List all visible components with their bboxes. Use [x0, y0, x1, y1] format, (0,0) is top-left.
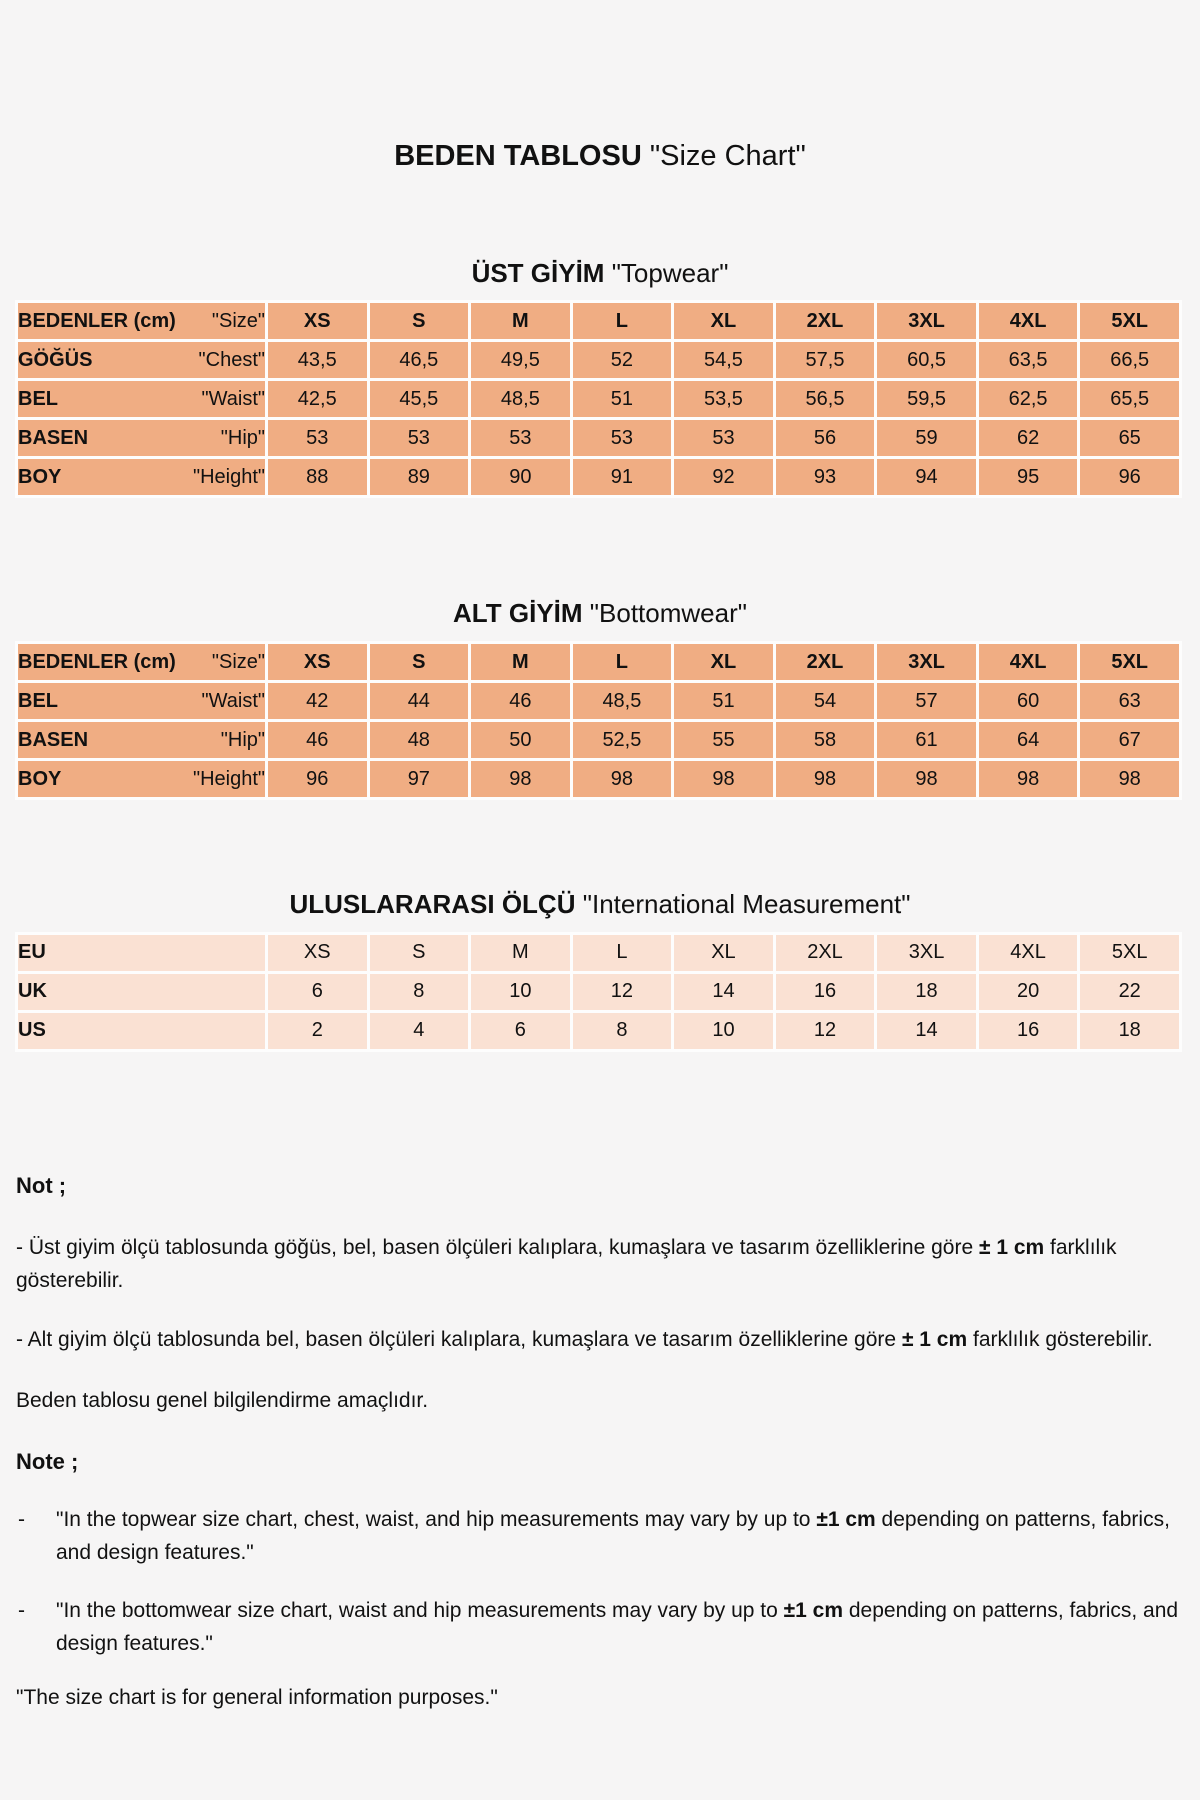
value-cell: 57: [877, 683, 976, 719]
value-cell: 97: [370, 761, 469, 797]
row-label-turkish: GÖĞÜS: [18, 348, 93, 371]
size-header-cell: L: [573, 303, 672, 339]
row-label-cell: [18, 381, 265, 417]
value-cell: 64: [979, 722, 1078, 758]
value-cell: 50: [471, 722, 570, 758]
value-cell: 16: [979, 1013, 1078, 1049]
value-cell: 12: [776, 1013, 875, 1049]
page-title-turkish: BEDEN TABLOSU: [394, 140, 642, 172]
row-label-turkish: BEDENLER (cm): [18, 650, 176, 673]
value-cell: 48,5: [573, 683, 672, 719]
table-row: [18, 722, 1179, 758]
value-cell: 18: [877, 974, 976, 1010]
value-cell: 65: [1080, 420, 1179, 456]
value-cell: 55: [674, 722, 773, 758]
value-cell: L: [573, 935, 672, 971]
row-label-english: "Waist": [201, 387, 265, 410]
bullet-dash: -: [18, 1507, 25, 1531]
value-cell: 5XL: [1080, 935, 1179, 971]
row-label-turkish: UK: [18, 980, 47, 1003]
value-cell: 53: [268, 420, 367, 456]
row-label-turkish: BEDENLER (cm): [18, 309, 176, 332]
value-cell: 56,5: [776, 381, 875, 417]
value-cell: 62,5: [979, 381, 1078, 417]
value-cell: 59,5: [877, 381, 976, 417]
international-size-table: [15, 932, 1182, 1052]
value-cell: 60,5: [877, 342, 976, 378]
size-header-cell: XS: [268, 644, 367, 680]
value-cell: 54,5: [674, 342, 773, 378]
value-cell: 45,5: [370, 381, 469, 417]
row-label-english: "Size": [211, 650, 265, 673]
turkish-note-topwear: - Üst giyim ölçü tablosunda göğüs, bel, basen ölçüleri kalıplara, kumaşlara ve tasarım özelliklerine göre ± 1 cm farklılık gösterebilir.: [16, 1235, 1117, 1292]
value-cell: 98: [877, 761, 976, 797]
value-cell: 89: [370, 459, 469, 495]
value-cell: 43,5: [268, 342, 367, 378]
table-row: [18, 974, 1179, 1010]
size-header-cell: 3XL: [877, 303, 976, 339]
size-header-cell: 3XL: [877, 644, 976, 680]
value-cell: 63,5: [979, 342, 1078, 378]
international-heading-turkish: ULUSLARARASI ÖLÇÜ: [289, 889, 576, 920]
row-label-cell: [18, 644, 265, 680]
page-title: [0, 0, 1200, 173]
value-cell: 8: [370, 974, 469, 1010]
english-general-note: "The size chart is for general information purposes.": [16, 1685, 498, 1709]
row-label-turkish: BEL: [18, 689, 58, 712]
value-cell: 52,5: [573, 722, 672, 758]
value-cell: 14: [877, 1013, 976, 1049]
english-notes-heading: Note ;: [16, 1448, 79, 1474]
value-cell: 59: [877, 420, 976, 456]
value-cell: 52: [573, 342, 672, 378]
row-label-cell: [18, 1013, 265, 1049]
turkish-notes-heading: Not ;: [16, 1172, 67, 1198]
value-cell: XL: [674, 935, 773, 971]
value-cell: 58: [776, 722, 875, 758]
table-header-row: [18, 644, 1179, 680]
row-label-turkish: BOY: [18, 767, 62, 790]
row-label-english: "Height": [192, 767, 265, 790]
row-label-turkish: US: [18, 1019, 46, 1042]
value-cell: 98: [979, 761, 1078, 797]
value-cell: 57,5: [776, 342, 875, 378]
size-header-cell: 4XL: [979, 303, 1078, 339]
size-header-cell: 2XL: [776, 303, 875, 339]
value-cell: 54: [776, 683, 875, 719]
table-header-row: [18, 303, 1179, 339]
value-cell: 2: [268, 1013, 367, 1049]
row-label-english: "Waist": [201, 689, 265, 712]
value-cell: 60: [979, 683, 1078, 719]
bottomwear-heading-english: "Bottomwear": [589, 598, 747, 629]
value-cell: 53: [573, 420, 672, 456]
value-cell: S: [370, 935, 469, 971]
value-cell: 12: [573, 974, 672, 1010]
topwear-heading-turkish: ÜST GİYİM: [471, 257, 605, 288]
value-cell: 8: [573, 1013, 672, 1049]
row-label-turkish: BEL: [18, 387, 58, 410]
row-label-english: "Size": [211, 309, 265, 332]
value-cell: 22: [1080, 974, 1179, 1010]
size-header-cell: 5XL: [1080, 303, 1179, 339]
value-cell: 42: [268, 683, 367, 719]
value-cell: 98: [674, 761, 773, 797]
value-cell: 53: [370, 420, 469, 456]
turkish-general-note: Beden tablosu genel bilgilendirme amaçlıdır.: [16, 1388, 429, 1412]
value-cell: 6: [471, 1013, 570, 1049]
size-header-cell: M: [471, 644, 570, 680]
table-row: [18, 342, 1179, 378]
size-header-cell: M: [471, 303, 570, 339]
value-cell: 48,5: [471, 381, 570, 417]
value-cell: 98: [471, 761, 570, 797]
value-cell: 98: [1080, 761, 1179, 797]
table-row: [18, 459, 1179, 495]
value-cell: 10: [674, 1013, 773, 1049]
row-label-english: "Chest": [198, 348, 265, 371]
table-row: [18, 683, 1179, 719]
row-label-cell: [18, 974, 265, 1010]
row-label-cell: [18, 459, 265, 495]
value-cell: 56: [776, 420, 875, 456]
row-label-english: "Height": [192, 465, 265, 488]
value-cell: 51: [674, 683, 773, 719]
row-label-turkish: BASEN: [18, 728, 89, 751]
value-cell: 53: [674, 420, 773, 456]
value-cell: 46: [268, 722, 367, 758]
value-cell: 96: [268, 761, 367, 797]
value-cell: 53,5: [674, 381, 773, 417]
bottomwear-heading-turkish: ALT GİYİM: [453, 598, 583, 629]
value-cell: 51: [573, 381, 672, 417]
topwear-heading-english: "Topwear": [611, 257, 729, 288]
value-cell: 48: [370, 722, 469, 758]
table-row: [18, 1013, 1179, 1049]
value-cell: 90: [471, 459, 570, 495]
value-cell: 49,5: [471, 342, 570, 378]
size-header-cell: XL: [674, 644, 773, 680]
value-cell: 94: [877, 459, 976, 495]
value-cell: 96: [1080, 459, 1179, 495]
value-cell: 53: [471, 420, 570, 456]
value-cell: XS: [268, 935, 367, 971]
size-header-cell: 5XL: [1080, 644, 1179, 680]
value-cell: 3XL: [877, 935, 976, 971]
value-cell: 16: [776, 974, 875, 1010]
value-cell: 46: [471, 683, 570, 719]
row-label-cell: [18, 683, 265, 719]
value-cell: 92: [674, 459, 773, 495]
size-header-cell: XS: [268, 303, 367, 339]
bottomwear-section-heading: [0, 599, 1200, 628]
row-label-cell: [18, 935, 265, 971]
value-cell: 65,5: [1080, 381, 1179, 417]
row-label-cell: [18, 722, 265, 758]
value-cell: 95: [979, 459, 1078, 495]
value-cell: 67: [1080, 722, 1179, 758]
value-cell: 91: [573, 459, 672, 495]
value-cell: 4XL: [979, 935, 1078, 971]
bottomwear-size-table: [15, 641, 1182, 800]
english-note-topwear: - "In the topwear size chart, chest, waist, and hip measurements may vary by up to ±1 cm depending on patterns, fabrics, and design features.": [16, 1503, 1182, 1569]
table-row: [18, 420, 1179, 456]
value-cell: 2XL: [776, 935, 875, 971]
value-cell: 46,5: [370, 342, 469, 378]
value-cell: 18: [1080, 1013, 1179, 1049]
table-row: [18, 761, 1179, 797]
value-cell: 4: [370, 1013, 469, 1049]
value-cell: 93: [776, 459, 875, 495]
value-cell: 88: [268, 459, 367, 495]
row-label-turkish: EU: [18, 941, 46, 964]
value-cell: 10: [471, 974, 570, 1010]
size-header-cell: S: [370, 303, 469, 339]
value-cell: 98: [776, 761, 875, 797]
value-cell: 62: [979, 420, 1078, 456]
row-label-cell: [18, 420, 265, 456]
topwear-size-table: [15, 300, 1182, 498]
english-note-bottomwear: - "In the bottomwear size chart, waist and hip measurements may vary by up to ±1 cm depending on patterns, fabrics, and design features.": [16, 1594, 1182, 1660]
row-label-turkish: BOY: [18, 465, 62, 488]
international-section-heading: [0, 890, 1200, 919]
table-row: [18, 935, 1179, 971]
topwear-section-heading: [0, 259, 1200, 288]
row-label-english: "Hip": [220, 728, 265, 751]
value-cell: 63: [1080, 683, 1179, 719]
international-heading-english: "International Measurement": [582, 889, 911, 920]
row-label-cell: [18, 303, 265, 339]
page-title-english: "Size Chart": [649, 140, 806, 172]
size-header-cell: XL: [674, 303, 773, 339]
size-header-cell: 4XL: [979, 644, 1078, 680]
row-label-cell: [18, 761, 265, 797]
row-label-english: "Hip": [220, 426, 265, 449]
value-cell: 42,5: [268, 381, 367, 417]
size-header-cell: L: [573, 644, 672, 680]
value-cell: 14: [674, 974, 773, 1010]
row-label-turkish: BASEN: [18, 426, 89, 449]
table-row: [18, 381, 1179, 417]
notes-section: [16, 1169, 1182, 1714]
row-label-cell: [18, 342, 265, 378]
value-cell: 6: [268, 974, 367, 1010]
bullet-dash: -: [18, 1598, 25, 1622]
size-header-cell: 2XL: [776, 644, 875, 680]
value-cell: M: [471, 935, 570, 971]
size-header-cell: S: [370, 644, 469, 680]
value-cell: 66,5: [1080, 342, 1179, 378]
turkish-note-bottomwear: - Alt giyim ölçü tablosunda bel, basen ölçüleri kalıplara, kumaşlara ve tasarım özelliklerine göre ± 1 cm farklılık gösterebilir.: [16, 1327, 1153, 1351]
value-cell: 20: [979, 974, 1078, 1010]
value-cell: 98: [573, 761, 672, 797]
value-cell: 61: [877, 722, 976, 758]
value-cell: 44: [370, 683, 469, 719]
